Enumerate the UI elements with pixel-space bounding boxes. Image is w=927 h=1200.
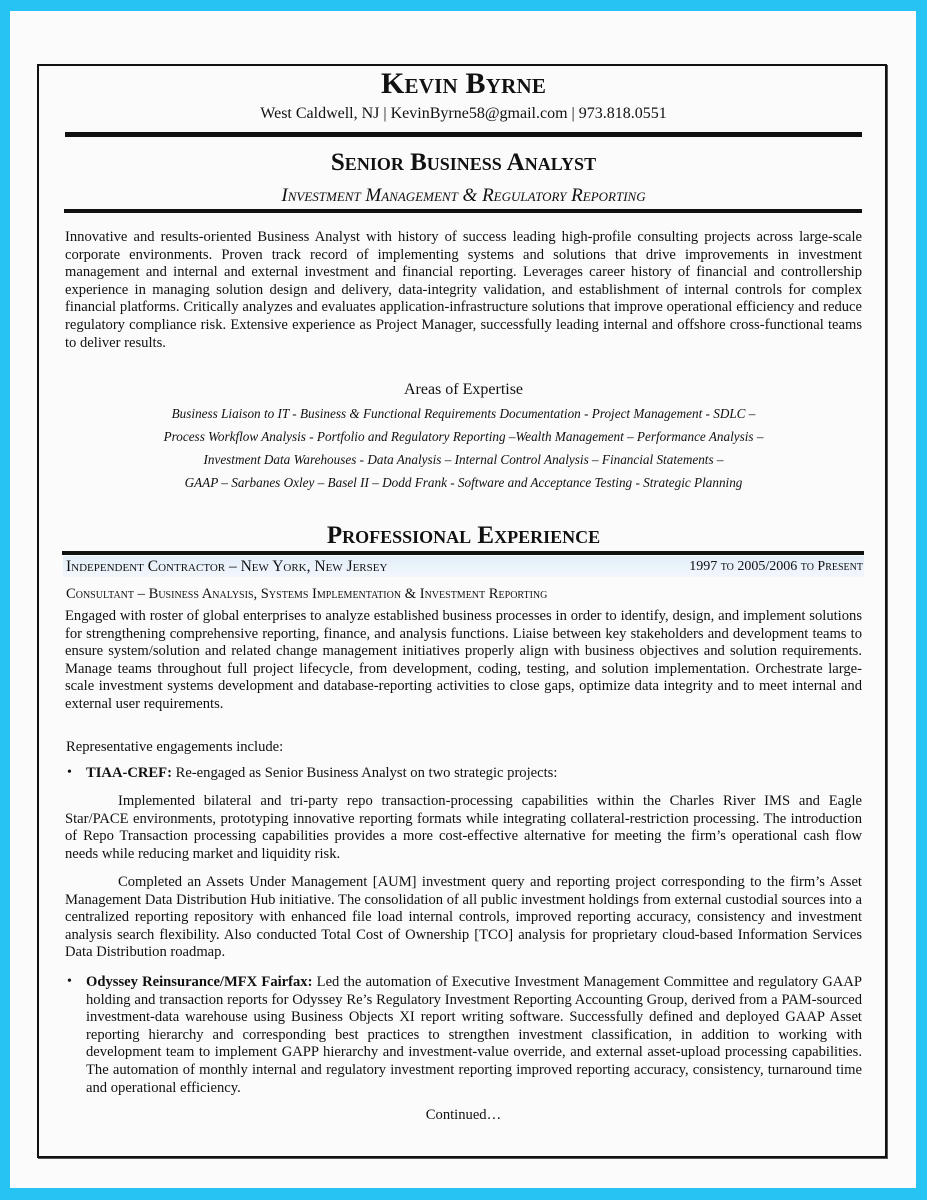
expertise-line: Business Liaison to IT - Business & Functional Requirements Documentation - Project Management - SDLC – (171, 406, 756, 421)
engagement-item (86, 974, 862, 1097)
contact-line: West Caldwell, NJ | KevinByrne58@gmail.com | 973.818.0551 (260, 105, 667, 122)
expertise-heading: Areas of Expertise (403, 381, 524, 398)
engagements-intro: Representative engagements include: (66, 739, 284, 755)
job-role: Consultant – Business Analysis, Systems Implementation & Investment Reporting (66, 586, 548, 602)
experience-heading: Professional Experience (326, 522, 601, 549)
engagement-detail: Implemented bilateral and tri-party repo transaction-processing capabilities within the Charles River IMS and Eagle Star/PACE environments, prototyping innovative reporting formats while integrating collateral-restriction processing. The introduction of Repo Transaction processing capabilities provides a more cost-effective alternative for meeting the firm’s operational cash flow needs while reducing market and liquidity risk. (65, 793, 862, 862)
engagement-summary: Led the automation of Executive Investment Management Committee and regulatory GAAP holding and transaction reports for Odyssey Re’s Regulatory Investment Reporting Accounting Group, derived from a PAM-sourced investment-data warehouse using Business Objects XI report writing software. Successfully defined and deployed GAAP Asset reporting hierarchy and corresponding best practices to strengthen investment classification, in addition to working with development team to implement GAPP hierarchy and investment-value override, and external asset-upload processing capabilities. The automation of monthly internal and regulatory investment reporting improved reporting accuracy, consistency, turnaround time and operational efficiency. (86, 974, 862, 1096)
continued-note: Continued… (425, 1107, 502, 1123)
role-description: Engaged with roster of global enterprises to analyze established business processes in order to identify, design, and implement solutions for strengthening comprehensive reporting, finance, and analysis functions. Liaise between key stakeholders and development teams to ensure system/solution and related change management initiatives properly align with business objectives and solution requirements. Manage teams throughout full project lifecycle, from development, coding, testing, and solution implementation. Orchestrate large-scale investment systems development and database-reporting activities to close gaps, optimize data integrity and to meet internal and external user requirements. (65, 608, 862, 712)
expertise-line: Investment Data Warehouses - Data Analysis – Internal Control Analysis – Financial Statements – (203, 452, 724, 467)
header-divider-bottom (64, 209, 862, 213)
engagement-client: TIAA-CREF: (86, 765, 172, 781)
employer-name: Independent Contractor – New York, New Jersey (66, 558, 388, 575)
engagement-detail: Completed an Assets Under Management [AUM] investment query and reporting project corresponding to the firm’s Asset Management Data Distribution Hub initiative. The consolidation of all public investment holdings from external custodial sources into a centralized reporting repository with enhanced file load internal controls, improved reporting accuracy, consistency and investment analysis search flexibility. Also conducted Total Cost of Ownership [TCO] analysis for proprietary cloud-based Information Services Data Distribution roadmap. (65, 874, 862, 961)
bullet-icon: • (67, 765, 72, 780)
expertise-line: Process Workflow Analysis - Portfolio and Regulatory Reporting –Wealth Management – Performance Analysis – (163, 429, 764, 444)
expertise-line: GAAP – Sarbanes Oxley – Basel II – Dodd Frank - Software and Acceptance Testing - Strategic Planning (184, 475, 743, 490)
engagement-item (86, 765, 862, 783)
professional-summary: Innovative and results-oriented Business Analyst with history of success leading high-profile consulting projects across large-scale corporate environments. Proven track record of implementing systems and solutions that drive improvements in investment management and internal and external investment and financial reporting. Leverages career history of financial and controllership experience in managing solution design and delivery, data-integrity validation, and establishment of internal controls for complex financial platforms. Critically analyzes and evaluates application-infrastructure solutions that improve operational efficiency and reduce regulatory compliance risk. Extensive experience as Project Manager, successfully leading internal and offshore cross-functional teams to deliver results. (65, 229, 862, 351)
experience-divider (62, 551, 864, 555)
candidate-name: Kevin Byrne (380, 67, 547, 100)
engagement-summary: Re-engaged as Senior Business Analyst on two strategic projects: (171, 765, 558, 781)
headline-title: Senior Business Analyst (330, 149, 597, 176)
header-divider-top (65, 132, 862, 137)
headline-subtitle: Investment Management & Regulatory Reporting (281, 185, 646, 206)
bullet-icon: • (67, 974, 72, 989)
employment-dates: 1997 to 2005/2006 to Present (689, 559, 863, 574)
engagement-client: Odyssey Reinsurance/MFX Fairfax: (86, 974, 313, 990)
